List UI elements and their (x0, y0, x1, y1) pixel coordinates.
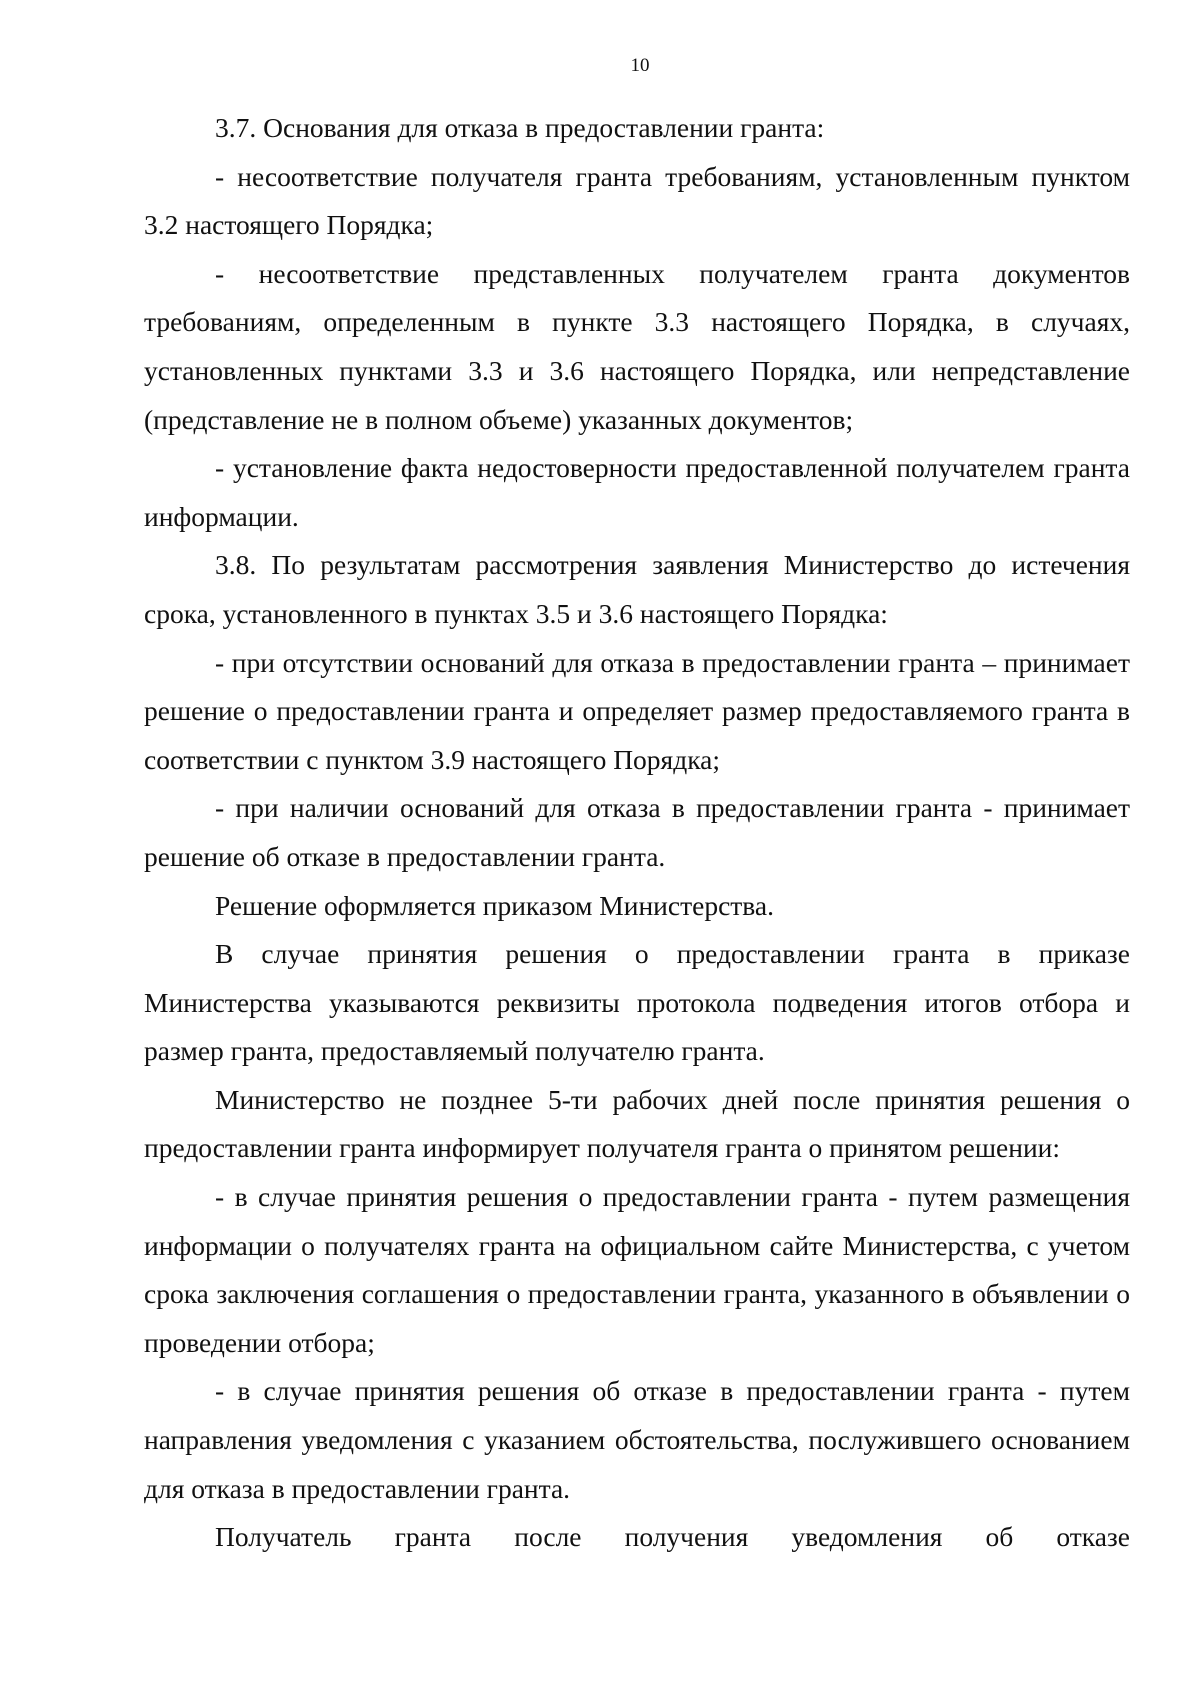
list-item-documents-mismatch: - несоответствие представленных получателем гранта документов требованиям, определенным в пункте 3.3 настоящего Порядка, в случаях, установленных пунктами 3.3 и 3.6 настоящего Порядка, или непредставление (представление не в полном объеме) указанных документов; (144, 257, 1130, 435)
document-body (144, 104, 1130, 1562)
paragraph-notification-deadline: Министерство не позднее 5-ти рабочих дней после принятия решения о предоставлении гранта информирует получателя гранта о принятом решении: (144, 1083, 1130, 1164)
paragraph-after-refusal: Получатель гранта после получения уведомления об отказе (215, 1521, 1130, 1553)
list-item-refusal-notification: - в случае принятия решения об отказе в предоставлении гранта - путем направления уведомления с указанием обстоятельства, послужившего основанием для отказа в предоставлении гранта. (144, 1375, 1130, 1504)
list-item-approval-notification: - в случае принятия решения о предоставлении гранта - путем размещения информации о получателях гранта на официальном сайте Министерства, с учетом срока заключения соглашения о предоставлении гранта, указанного в объявлении о проведении отбора; (144, 1181, 1130, 1358)
section-3-8-paragraph: 3.8. По результатам рассмотрения заявления Министерство до истечения срока, установленного в пунктах 3.5 и 3.6 настоящего Порядка: (144, 549, 1130, 629)
list-item-false-information: - установление факта недостоверности предоставленной получателем гранта информации. (144, 452, 1130, 532)
paragraph-order-decision: Решение оформляется приказом Министерства. (215, 889, 774, 921)
paragraph-order-details: В случае принятия решения о предоставлении гранта в приказе Министерства указываются реквизиты протокола подведения итогов отбора и размер гранта, предоставляемый получателю гранта. (144, 938, 1130, 1067)
section-3-7-heading: 3.7. Основания для отказа в предоставлении гранта: (215, 112, 825, 143)
list-item-requirements-mismatch: - несоответствие получателя гранта требованиям, установленным пунктом 3.2 настоящего Порядка; (144, 160, 1130, 241)
page-number: 10 (630, 55, 650, 76)
list-item-grant-refusal: - при наличии оснований для отказа в предоставлении гранта - принимает решение об отказе в предоставлении гранта. (144, 792, 1130, 872)
list-item-grant-approval: - при отсутствии оснований для отказа в предоставлении гранта – принимает решение о предоставлении гранта и определяет размер предоставляемого гранта в соответствии с пунктом 3.9 настоящего Порядка; (144, 646, 1130, 775)
